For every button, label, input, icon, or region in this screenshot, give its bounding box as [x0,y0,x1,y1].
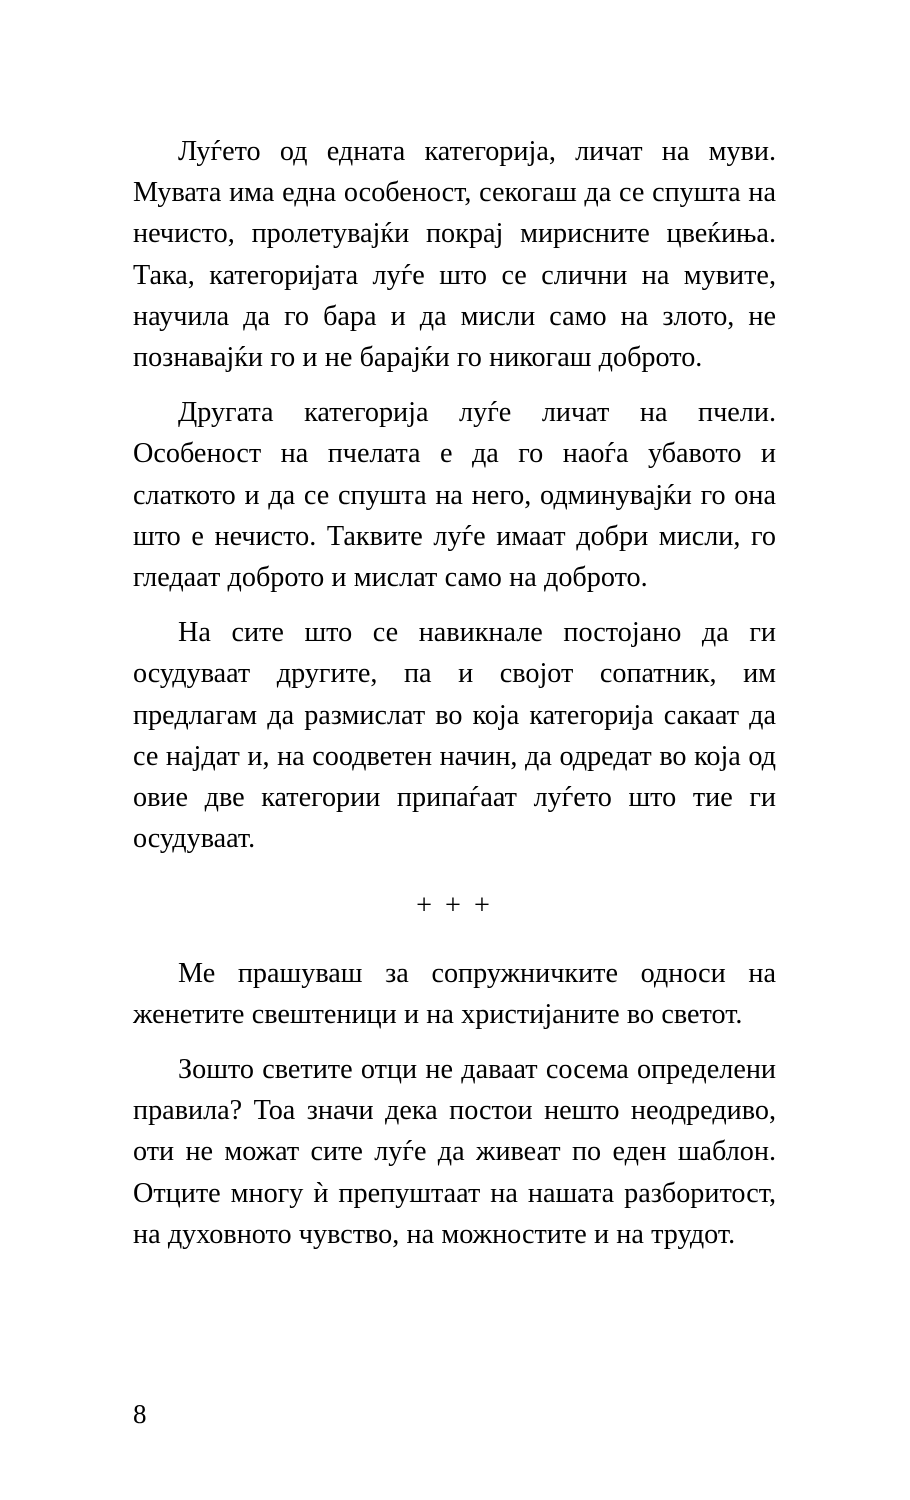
page-text-column [133,131,776,1255]
page-number: 8 [133,1399,147,1429]
body-paragraph-4: Ме прашуваш за сопружничките односи на женетите свештеници и на христијаните во светот. [133,957,776,1030]
body-paragraph-1: Луѓето од едната категорија, личат на муви. Мувата има една особеност, секогаш да се спушта на нечисто, пролетувајќи покрај мирисните цвеќиња. Така, категоријата луѓе што се слични на мувите, научила да го бара и да мисли само на злото, не познавајќи го и не барајќи го никогаш доброто. [133,136,776,374]
section-separator: + + + [416,890,493,922]
body-paragraph-5: Зошто светите отци не даваат сосема определени правила? Тоа значи дека постои нешто неодредиво, оти не можат сите луѓе да живеат по еден шаблон. Отците многу ѝ препуштаат на нашата разборитост, на духовното чувство, на можностите и на трудот. [133,1054,776,1250]
body-paragraph-3: На сите што се навикнале постојано да ги осудуваат другите, па и својот сопатник, им предлагам да размислат во која категорија сакаат да се најдат и, на соодветен начин, да одредат во која од овие две категории припаѓаат луѓето што тие ги осудуваат. [133,617,776,855]
body-paragraph-2: Другата категорија луѓе личат на пчели. Особеност на пчелата е да го наоѓа убавото и слаткото и да се спушта на него, одминувајќи го она што е нечисто. Таквите луѓе имаат добри мисли, го гледаат доброто и мислат само на доброто. [133,397,776,594]
